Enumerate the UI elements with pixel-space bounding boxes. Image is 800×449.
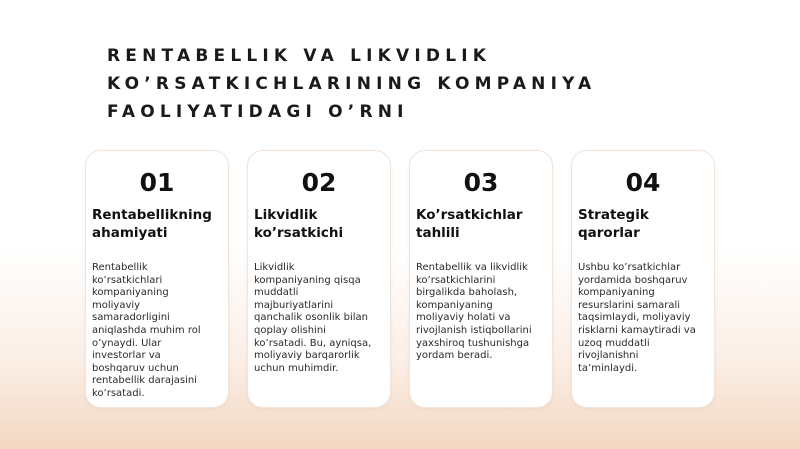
card-body-line: taqsimlaydi, moliyaviy — [578, 312, 691, 324]
card-number: 02 — [301, 168, 337, 197]
slide-title-line: FAOLIYATIDAGI O’RNI — [107, 102, 409, 122]
card-title-line: Rentabellikning — [92, 207, 212, 223]
card-number: 04 — [625, 168, 661, 197]
card-body-line: moliyaviy holati va — [416, 312, 511, 324]
card-body-line: ko’rsatkichlari — [92, 274, 163, 286]
card-strategik-qarorlar — [571, 150, 715, 408]
card-body-line: kompaniyaning qisqa — [254, 274, 361, 286]
card-body-line: rivojlanish istiqbollarini — [416, 324, 532, 336]
card-body-line: kompaniyaning — [416, 299, 493, 311]
card-body-line: uchun muhimdir. — [254, 362, 339, 374]
card-korsatkichlar-tahlili — [409, 150, 553, 408]
card-number: 03 — [463, 168, 499, 197]
card-body-line: yordam beradi. — [416, 350, 493, 362]
card-rentabellik-ahamiyati — [85, 150, 229, 408]
card-body-line: uzoq muddatli — [578, 337, 650, 349]
card-body-line: qoplay olishini — [254, 324, 326, 336]
card-body-line: boshqaruv uchun — [92, 362, 179, 374]
card-body-line: resurslarini samarali — [578, 299, 681, 311]
card-title-line: Likvidlik — [254, 207, 318, 223]
card-title-line: Ko’rsatkichlar — [416, 207, 523, 223]
card-body-line: Likvidlik — [254, 262, 295, 273]
card-body-line: moliyaviy barqarorlik — [254, 350, 360, 362]
card-title-line: ahamiyati — [92, 225, 168, 241]
card-body-line: kompaniyaning — [92, 287, 169, 299]
card-body-line: moliyaviy — [92, 299, 141, 311]
card-body-line: investorlar va — [92, 350, 161, 362]
card-body-line: ko’rsatadi. — [92, 387, 145, 399]
card-body-line: Ushbu ko’rsatkichlar — [578, 262, 681, 273]
card-title — [578, 206, 712, 242]
card-body-line: aniqlashda muhim rol — [92, 324, 201, 336]
card-title — [254, 206, 388, 242]
card-body-line: Rentabellik va likvidlik — [416, 262, 528, 273]
card-title — [416, 206, 550, 242]
card-body-line: qanchalik osonlik bilan — [254, 312, 368, 324]
card-title — [92, 206, 226, 242]
slide-title — [107, 42, 747, 126]
card-body — [254, 262, 390, 375]
card-title-line: qarorlar — [578, 225, 640, 241]
card-title-line: ko’rsatkichi — [254, 225, 344, 241]
card-body-line: Rentabellik — [92, 262, 148, 273]
card-body-line: birgalikda baholash, — [416, 287, 518, 299]
card-body-line: yaxshiroq tushunishga — [416, 337, 530, 349]
card-body-line: rivojlanishni — [578, 350, 639, 362]
card-body-line: ko’rsatadi. Bu, ayniqsa, — [254, 337, 372, 349]
card-title-line: tahlili — [416, 225, 460, 241]
slide-title-line: KO’RSATKICHLARINING KOMPANIYA — [107, 74, 597, 94]
card-body-line: rentabellik darajasini — [92, 375, 197, 387]
card-likvidlik-korsatkichi — [247, 150, 391, 408]
card-body-line: samaradorligini — [92, 312, 170, 324]
card-number: 01 — [139, 168, 175, 197]
slide-title-line: RENTABELLIK VA LIKVIDLIK — [107, 46, 492, 66]
card-body-line: ko’rsatkichlarini — [416, 274, 496, 286]
card-body-line: o’ynaydi. Ular — [92, 337, 162, 349]
card-body — [416, 262, 552, 363]
card-body — [92, 262, 228, 401]
card-body-line: muddatli — [254, 287, 299, 299]
card-body-line: majburiyatlarini — [254, 299, 334, 311]
card-body-line: kompaniyaning — [578, 287, 655, 299]
card-body-line: risklarni kamaytiradi va — [578, 324, 696, 336]
card-body-line: ta’minlaydi. — [578, 362, 638, 374]
card-body-line: yordamida boshqaruv — [578, 274, 688, 286]
card-title-line: Strategik — [578, 207, 649, 223]
card-body — [578, 262, 714, 375]
